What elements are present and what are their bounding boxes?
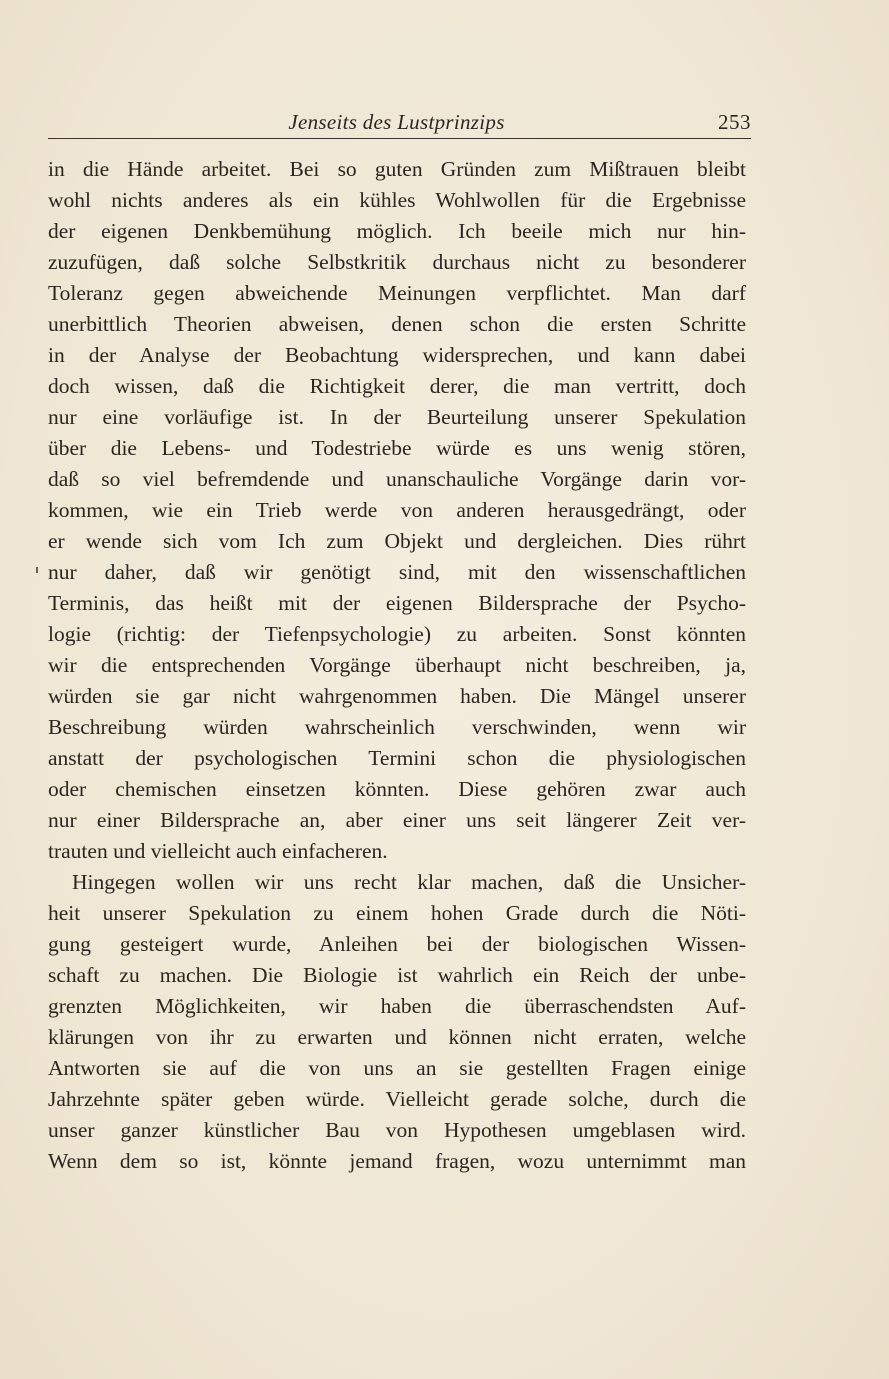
ink-speck bbox=[36, 567, 38, 573]
text-line: unser ganzer künstlicher Bau von Hypothesen umgeblasen wird. bbox=[48, 1118, 746, 1142]
text-line: über die Lebens- und Todestriebe würde es uns wenig stören, bbox=[48, 436, 746, 460]
text-line: daß so viel befremdende und unanschauliche Vorgänge darin vor- bbox=[48, 467, 746, 491]
text-line: heit unserer Spekulation zu einem hohen Grade durch die Nöti- bbox=[48, 901, 746, 925]
page-number: 253 bbox=[718, 110, 751, 134]
running-title: Jenseits des Lustprinzips bbox=[288, 110, 505, 134]
text-line: nur einer Bildersprache an, aber einer uns seit längerer Zeit ver- bbox=[48, 808, 746, 832]
text-line: in der Analyse der Beobachtung widersprechen, und kann dabei bbox=[48, 343, 746, 367]
text-line: oder chemischen einsetzen könnten. Diese gehören zwar auch bbox=[48, 777, 746, 801]
text-line: schaft zu machen. Die Biologie ist wahrlich ein Reich der unbe- bbox=[48, 963, 746, 987]
text-line: in die Hände arbeitet. Bei so guten Gründen zum Mißtrauen bleibt bbox=[48, 157, 746, 181]
text-line: nur eine vorläufige ist. In der Beurteilung unserer Spekulation bbox=[48, 405, 746, 429]
text-line: der eigenen Denkbemühung möglich. Ich beeile mich nur hin- bbox=[48, 219, 746, 243]
text-line: zuzufügen, daß solche Selbstkritik durchaus nicht zu besonderer bbox=[48, 250, 746, 274]
paragraph-end-line: trauten und vielleicht auch einfacheren. bbox=[48, 839, 388, 863]
text-line: er wende sich vom Ich zum Objekt und dergleichen. Dies rührt bbox=[48, 529, 746, 553]
text-line: Jahrzehnte später geben würde. Vielleicht gerade solche, durch die bbox=[48, 1087, 746, 1111]
header-rule bbox=[48, 138, 751, 139]
text-line: Toleranz gegen abweichende Meinungen verpflichtet. Man darf bbox=[48, 281, 746, 305]
text-line: würden sie gar nicht wahrgenommen haben. Die Mängel unserer bbox=[48, 684, 746, 708]
text-line: Terminis, das heißt mit der eigenen Bildersprache der Psycho- bbox=[48, 591, 746, 615]
text-line: kommen, wie ein Trieb werde von anderen herausgedrängt, oder bbox=[48, 498, 746, 522]
text-line: wir die entsprechenden Vorgänge überhaupt nicht beschreiben, ja, bbox=[48, 653, 746, 677]
text-line: Beschreibung würden wahrscheinlich verschwinden, wenn wir bbox=[48, 715, 746, 739]
text-line: doch wissen, daß die Richtigkeit derer, die man vertritt, doch bbox=[48, 374, 746, 398]
text-line: klärungen von ihr zu erwarten und können nicht erraten, welche bbox=[48, 1025, 746, 1049]
paragraph-start-line: Hingegen wollen wir uns recht klar machen, daß die Unsicher- bbox=[72, 870, 746, 894]
text-line: unerbittlich Theorien abweisen, denen schon die ersten Schritte bbox=[48, 312, 746, 336]
text-line: grenzten Möglichkeiten, wir haben die überraschendsten Auf- bbox=[48, 994, 746, 1018]
body-text bbox=[48, 154, 746, 1177]
text-line: Antworten sie auf die von uns an sie gestellten Fragen einige bbox=[48, 1056, 746, 1080]
text-line: nur daher, daß wir genötigt sind, mit den wissenschaftlichen bbox=[48, 560, 746, 584]
text-line: anstatt der psychologischen Termini schon die physiologischen bbox=[48, 746, 746, 770]
text-line: wohl nichts anderes als ein kühles Wohlwollen für die Ergebnisse bbox=[48, 188, 746, 212]
running-head bbox=[48, 108, 751, 138]
text-line: Wenn dem so ist, könnte jemand fragen, wozu unternimmt man bbox=[48, 1149, 746, 1173]
text-line: logie (richtig: der Tiefenpsychologie) zu arbeiten. Sonst könnten bbox=[48, 622, 746, 646]
text-line: gung gesteigert wurde, Anleihen bei der biologischen Wissen- bbox=[48, 932, 746, 956]
